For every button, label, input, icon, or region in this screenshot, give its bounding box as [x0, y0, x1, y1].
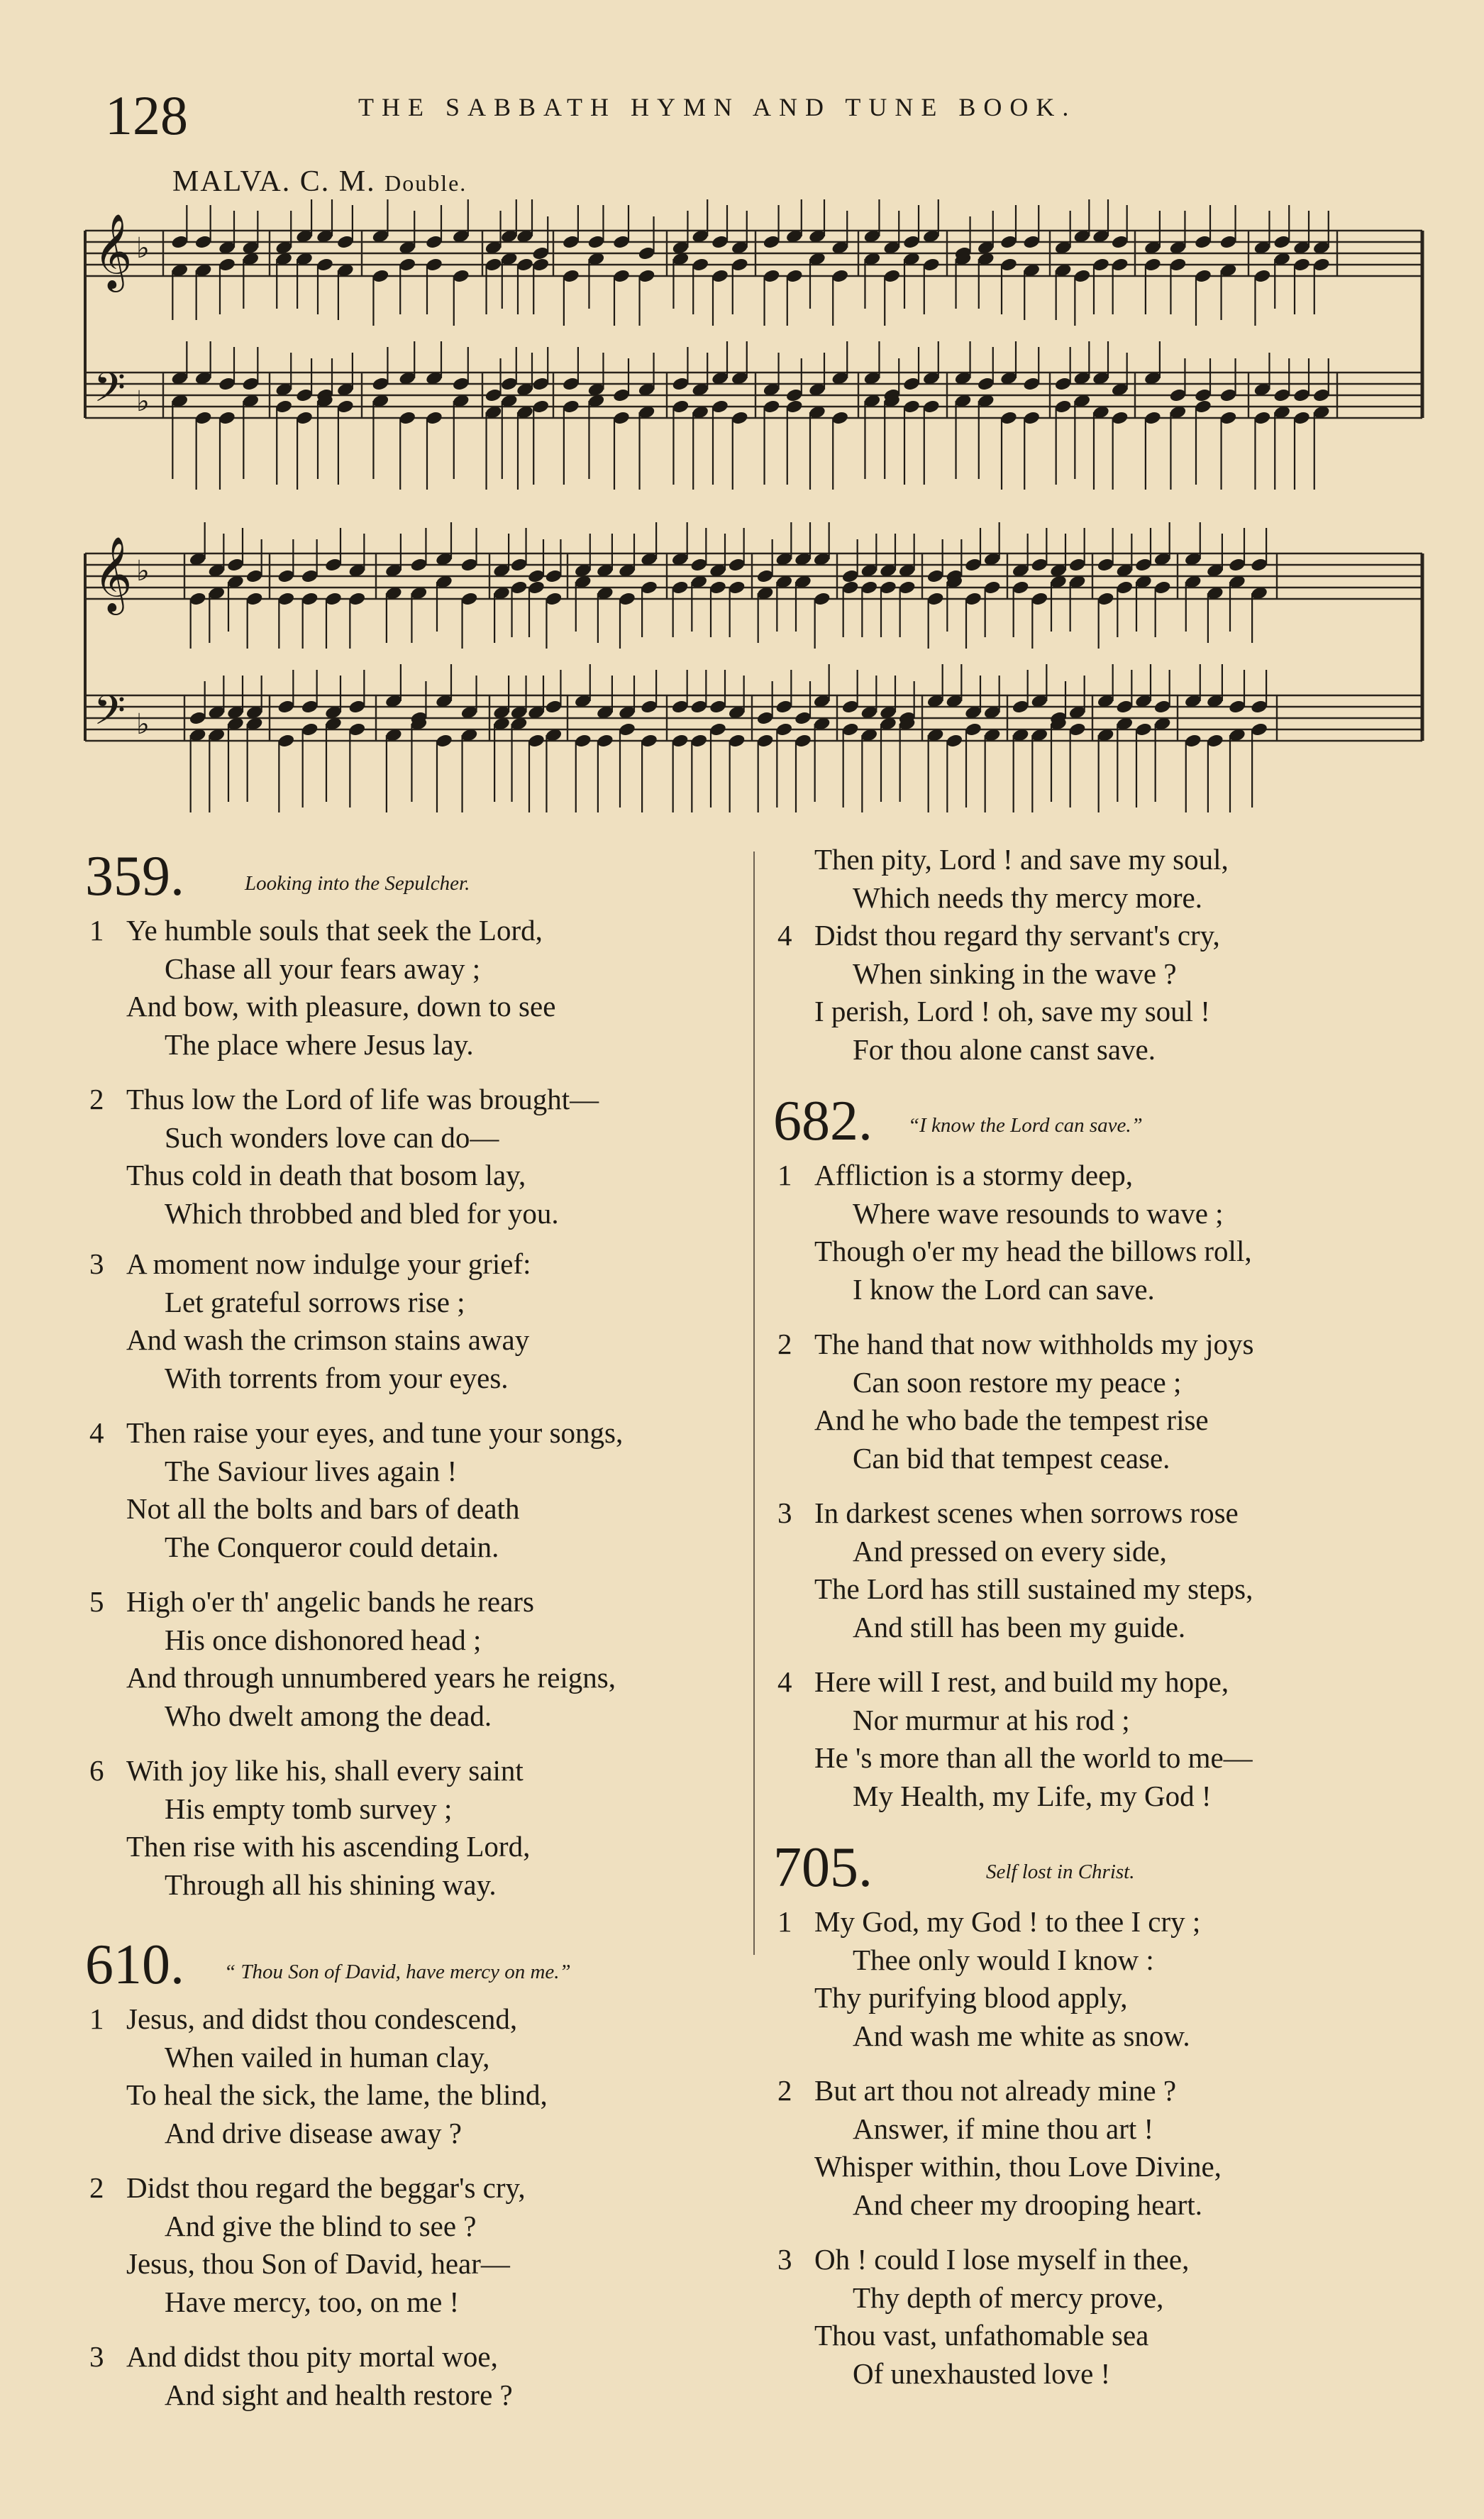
line-text: Not all the bolts and bars of death — [126, 1492, 520, 1525]
hymn-line — [773, 1941, 1447, 1980]
stanza — [85, 912, 759, 1064]
music-system-2 — [0, 514, 1484, 812]
line-text: And wash me white as snow. — [853, 2019, 1190, 2052]
hymn-column-left — [85, 841, 759, 2431]
line-text: Thus cold in death that bosom lay, — [126, 1159, 526, 1191]
line-text: With torrents from your eyes. — [165, 1361, 509, 1394]
hymn-line — [773, 1364, 1447, 1402]
stanza — [85, 1245, 759, 1397]
line-text: And drive disease away ? — [165, 2116, 462, 2149]
line-text: The Lord has still sustained my steps, — [814, 1572, 1253, 1605]
stanza — [773, 1157, 1447, 1308]
stanza-number: 3 — [89, 1247, 104, 1280]
stanza — [773, 1325, 1447, 1477]
hymn-line — [85, 2376, 759, 2415]
bass-clef: 𝄢 — [94, 686, 126, 744]
stanza-number: 1 — [89, 2002, 104, 2035]
line-text: But art thou not already mine ? — [814, 2074, 1177, 2107]
hymn-line — [85, 988, 759, 1026]
stanza — [773, 1663, 1447, 1815]
hymn-line — [85, 2207, 759, 2246]
hymn-line — [773, 2355, 1447, 2393]
line-text: Though o'er my head the billows roll, — [814, 1235, 1252, 1267]
stanza — [773, 841, 1447, 917]
line-text: When vailed in human clay, — [165, 2040, 490, 2073]
treble-clef: 𝄞 — [94, 536, 133, 612]
stanza — [773, 1903, 1447, 2055]
line-text: Of unexhausted love ! — [853, 2357, 1111, 2390]
line-text: To heal the sick, the lame, the blind, — [126, 2078, 548, 2111]
hymn-705 — [773, 1832, 1447, 2393]
stanza — [773, 917, 1447, 1069]
line-text: And bow, with pleasure, down to see — [126, 990, 556, 1023]
tune-name: MALVA. — [172, 165, 292, 198]
hymn-line — [85, 1321, 759, 1360]
hymn-line — [773, 2110, 1447, 2149]
stanza — [773, 2072, 1447, 2224]
hymn-line — [773, 2279, 1447, 2317]
hymn-line — [85, 2076, 759, 2115]
line-text: Can soon restore my peace ; — [853, 1365, 1182, 1399]
hymn-line — [85, 2039, 759, 2077]
hymn-line — [85, 1659, 759, 1697]
stanza-number: 1 — [777, 1905, 792, 1938]
hymn-number: 705. — [773, 1836, 873, 1899]
stanza — [85, 2338, 759, 2414]
hymn-heading — [773, 1086, 1447, 1157]
hymn-line — [85, 1157, 759, 1195]
line-text: Through all his shining way. — [165, 1868, 497, 1901]
hymn-line — [85, 1026, 759, 1064]
line-text: My Health, my Life, my God ! — [853, 1779, 1212, 1812]
stanza-number: 4 — [777, 1665, 792, 1698]
line-text: Jesus, thou Son of David, hear— — [126, 2247, 510, 2280]
hymn-line — [85, 1490, 759, 1528]
hymn-line — [773, 955, 1447, 993]
flat-sign: ♭ — [136, 385, 150, 417]
line-text: Oh ! could I lose myself in thee, — [814, 2243, 1190, 2276]
hymn-line — [773, 1903, 1447, 1941]
line-text: A moment now indulge your grief: — [126, 1247, 531, 1280]
line-text: The place where Jesus lay. — [165, 1027, 474, 1061]
line-text: Affliction is a stormy deep, — [814, 1159, 1134, 1191]
hymn-line — [85, 1866, 759, 1905]
hymn-line — [85, 2169, 759, 2207]
line-text: Then raise your eyes, and tune your songs, — [126, 1416, 624, 1449]
line-text: With joy like his, shall every saint — [126, 1754, 524, 1787]
hymn-610-continued — [773, 841, 1447, 1069]
stanza-number: 2 — [89, 2171, 104, 2204]
line-text: When sinking in the wave ? — [853, 957, 1177, 990]
hymn-line — [773, 2072, 1447, 2110]
hymn-line — [773, 1570, 1447, 1609]
hymn-heading — [85, 1929, 759, 2000]
stanza — [85, 1081, 759, 1233]
hymn-line — [85, 1790, 759, 1829]
hymn-line — [85, 1284, 759, 1322]
hymn-line — [773, 1233, 1447, 1271]
hymn-line — [85, 2338, 759, 2376]
stanza-number: 2 — [777, 1328, 792, 1360]
tune-variant: Double. — [384, 170, 467, 196]
hymn-line — [85, 2245, 759, 2283]
line-text: The Conqueror could detain. — [165, 1530, 499, 1563]
line-text: Thy purifying blood apply, — [814, 1981, 1128, 2014]
line-text: Didst thou regard the beggar's cry, — [126, 2171, 526, 2204]
hymn-line — [773, 1609, 1447, 1647]
hymn-line — [773, 2148, 1447, 2186]
stanza-number: 1 — [777, 1159, 792, 1191]
hymn-line — [85, 912, 759, 950]
hymn-line — [85, 1697, 759, 1736]
hymn-610 — [85, 1929, 759, 2414]
line-text: Can bid that tempest cease. — [853, 1441, 1170, 1475]
line-text: And still has been my guide. — [853, 1610, 1186, 1643]
stanza-number: 3 — [89, 2340, 104, 2373]
line-text: Thou vast, unfathomable sea — [814, 2319, 1149, 2352]
stanza-number: 4 — [89, 1416, 104, 1449]
stanza-number: 4 — [777, 919, 792, 952]
hymn-line — [85, 1583, 759, 1621]
hymn-line — [773, 2186, 1447, 2225]
hymn-line — [773, 1702, 1447, 1740]
line-text: His once dishonored head ; — [165, 1623, 482, 1656]
hymn-line — [85, 1453, 759, 1491]
line-text: He 's more than all the world to me— — [814, 1741, 1253, 1774]
hymn-line — [773, 1979, 1447, 2017]
running-head: THE SABBATH HYMN AND TUNE BOOK. — [358, 93, 1077, 121]
column-divider — [753, 851, 755, 1955]
line-text: Nor murmur at his rod ; — [853, 1703, 1130, 1736]
hymn-title: Self lost in Christ. — [986, 1861, 1135, 1883]
line-text: Whisper within, thou Love Divine, — [814, 2150, 1222, 2183]
line-text: And give the blind to see ? — [165, 2209, 477, 2242]
hymn-title: “ Thou Son of David, have mercy on me.” — [224, 1961, 571, 1983]
page-number: 128 — [105, 84, 188, 146]
line-text: Here will I rest, and build my hope, — [814, 1665, 1229, 1698]
line-text: Let grateful sorrows rise ; — [165, 1285, 465, 1318]
stanza-number: 2 — [89, 1083, 104, 1115]
hymn-line — [85, 1828, 759, 1866]
line-text: And pressed on every side, — [853, 1534, 1167, 1567]
hymn-line — [85, 1119, 759, 1157]
stanza — [773, 1494, 1447, 1646]
line-text: And didst thou pity mortal woe, — [126, 2340, 498, 2373]
line-text: And cheer my drooping heart. — [853, 2188, 1202, 2221]
hymn-line — [85, 950, 759, 988]
line-text: My God, my God ! to thee I cry ; — [814, 1905, 1201, 1938]
hymn-682 — [773, 1086, 1447, 1815]
tune-meter: C. M. — [299, 165, 376, 198]
hymn-number: 682. — [773, 1090, 873, 1152]
line-text: And through unnumbered years he reigns, — [126, 1661, 616, 1694]
line-text: Answer, if mine thou art ! — [853, 2112, 1154, 2145]
line-text: In darkest scenes when sorrows rose — [814, 1496, 1239, 1529]
hymn-line — [773, 1494, 1447, 1533]
hymn-line — [773, 2317, 1447, 2355]
stanza — [85, 1583, 759, 1735]
line-text: Have mercy, too, on me ! — [165, 2285, 460, 2318]
hymn-line — [773, 1401, 1447, 1440]
hymn-line — [85, 1621, 759, 1660]
hymn-line — [85, 2000, 759, 2039]
line-text: Who dwelt among the dead. — [165, 1699, 492, 1732]
line-text: Thy depth of mercy prove, — [853, 2281, 1164, 2314]
line-text: Where wave resounds to wave ; — [853, 1196, 1224, 1230]
hymn-line — [773, 1440, 1447, 1478]
hymn-line — [85, 1081, 759, 1119]
hymn-line — [773, 1325, 1447, 1364]
stanza-number: 3 — [777, 2243, 792, 2276]
hymn-line — [773, 2017, 1447, 2056]
flat-sign: ♭ — [136, 555, 150, 587]
line-text: And wash the crimson stains away — [126, 1323, 530, 1356]
hymn-line — [85, 1245, 759, 1284]
stanza-number: 1 — [89, 914, 104, 947]
line-text: Chase all your fears away ; — [165, 952, 481, 985]
line-text: I know the Lord can save. — [853, 1272, 1155, 1306]
flat-sign: ♭ — [136, 708, 150, 740]
hymn-line — [773, 1739, 1447, 1777]
stanza — [773, 2241, 1447, 2393]
hymn-line — [85, 1528, 759, 1567]
hymn-line — [773, 993, 1447, 1031]
hymn-heading — [773, 1832, 1447, 1903]
stanza-number: 5 — [89, 1585, 104, 1618]
hymn-number: 610. — [85, 1934, 184, 1996]
hymn-line — [773, 879, 1447, 917]
hymn-line — [85, 1414, 759, 1453]
hymn-line — [773, 2241, 1447, 2279]
stanza-number: 3 — [777, 1496, 792, 1529]
line-text: Which needs thy mercy more. — [853, 881, 1202, 914]
hymn-line — [773, 1533, 1447, 1571]
bass-clef: 𝄢 — [94, 363, 126, 421]
treble-clef: 𝄞 — [94, 213, 133, 289]
hymn-line — [773, 841, 1447, 879]
line-text: Ye humble souls that seek the Lord, — [126, 914, 543, 947]
hymn-line — [773, 1031, 1447, 1069]
line-text: Then rise with his ascending Lord, — [126, 1830, 531, 1863]
hymn-line — [85, 2115, 759, 2153]
line-text: His empty tomb survey ; — [165, 1792, 453, 1825]
line-text: I perish, Lord ! oh, save my soul ! — [814, 995, 1210, 1027]
stanza — [85, 2169, 759, 2321]
hymn-line — [773, 1663, 1447, 1702]
stanza — [85, 1414, 759, 1566]
stanza-number: 2 — [777, 2074, 792, 2107]
stanza — [85, 1752, 759, 1904]
hymn-line — [773, 1195, 1447, 1233]
line-text: The hand that now withholds my joys — [814, 1328, 1254, 1360]
hymn-line — [85, 1360, 759, 1398]
hymn-title: Looking into the Sepulcher. — [245, 872, 470, 895]
line-text: Thee only would I know : — [853, 1943, 1154, 1976]
music-system-1 — [0, 192, 1484, 490]
line-text: Didst thou regard thy servant's cry, — [814, 919, 1220, 952]
line-text: And he who bade the tempest rise — [814, 1404, 1209, 1436]
hymn-column-right — [773, 841, 1447, 2410]
line-text: Thus low the Lord of life was brought— — [126, 1083, 599, 1115]
stanza — [85, 2000, 759, 2152]
line-text: Which throbbed and bled for you. — [165, 1196, 559, 1230]
line-text: Jesus, and didst thou condescend, — [126, 2002, 518, 2035]
hymn-line — [773, 1777, 1447, 1816]
hymn-359 — [85, 841, 759, 1904]
line-text: High o'er th' angelic bands he rears — [126, 1585, 534, 1618]
hymn-line — [85, 1752, 759, 1790]
hymn-number: 359. — [85, 845, 184, 908]
hymn-line — [773, 1157, 1447, 1195]
hymn-line — [773, 917, 1447, 955]
line-text: Such wonders love can do— — [165, 1120, 499, 1154]
hymn-line — [85, 2283, 759, 2322]
stanza-number: 6 — [89, 1754, 104, 1787]
line-text: Then pity, Lord ! and save my soul, — [814, 843, 1229, 876]
line-text: And sight and health restore ? — [165, 2378, 513, 2411]
hymn-line — [773, 1271, 1447, 1309]
flat-sign: ♭ — [136, 232, 150, 264]
line-text: The Saviour lives again ! — [165, 1454, 458, 1487]
line-text: For thou alone canst save. — [853, 1032, 1156, 1066]
hymn-title: “I know the Lord can save.” — [908, 1114, 1143, 1137]
hymn-line — [85, 1195, 759, 1233]
hymn-heading — [85, 841, 759, 912]
